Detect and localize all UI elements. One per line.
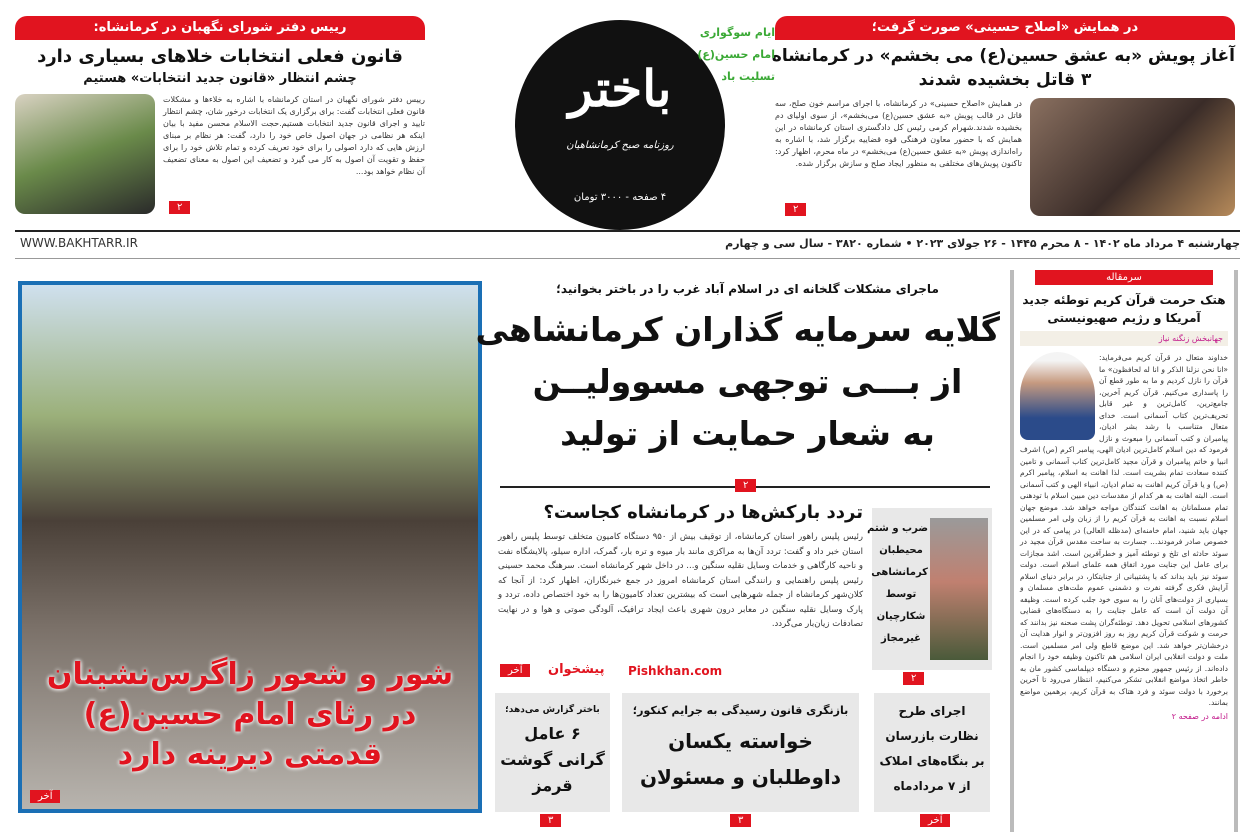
page-badge: آخر	[920, 814, 950, 827]
dateline: چهارشنبه ۴ مرداد ماه ۱۴۰۲ - ۸ محرم ۱۴۴۵ - ۲۶ جولای ۲۰۲۳ • شماره ۳۸۲۰ - سال سی و چهارم	[725, 237, 1240, 250]
mourning-line: امام حسین(ع)	[697, 48, 775, 61]
top-left-subtitle: چشم انتظار «قانون جدید انتخابات» هستیم	[83, 71, 357, 86]
rangers-photo	[930, 518, 988, 660]
top-right-text	[775, 98, 1022, 216]
editorial-label: سرمقاله	[1035, 270, 1213, 285]
watermark-url: Pishkhan.com	[628, 664, 723, 678]
website[interactable]: WWW.BAKHTARR.IR	[20, 236, 138, 250]
headline-line: شور و شعور زاگرس‌نشینان	[46, 657, 454, 692]
top-right-title[interactable]: آغاز پویش «به عشق حسین(ع) می بخشم» در کرمانشاه	[771, 46, 1235, 66]
headline-line: گلایه سرمایه گذاران کرمانشاهی	[475, 310, 1000, 349]
tagline: روزنامه صبح کرمانشاهیان	[566, 140, 674, 151]
headline-line: قرمز	[532, 776, 573, 795]
lead-headline	[475, 304, 1000, 460]
headline-line: از بـــی توجهی مسوولیــن	[532, 362, 963, 401]
page-badge: آخر	[500, 664, 530, 677]
page-badge: ۳	[730, 814, 751, 827]
top-right-photo	[1030, 98, 1235, 216]
top-left-row	[15, 94, 425, 214]
top-left-kicker: رییس دفتر شورای نگهبان در کرمانشاه:	[15, 16, 425, 40]
divider	[15, 258, 1240, 259]
trucks-story[interactable]	[498, 500, 863, 685]
page-badge: ۲	[785, 203, 806, 216]
editorial-title: هتک حرمت قرآن کریم توطئه جدید آمریکا و رژیم صهیونیستی	[1022, 293, 1226, 325]
editorial-author: جهانبخش زنگنه نیاز	[1020, 331, 1228, 346]
box-realestate[interactable]	[874, 693, 990, 812]
page-badge: آخر	[30, 790, 60, 803]
top-right-body: در همایش «اصلاح حسینی» در کرمانشاه، با اجرای مراسم خون صلح، سه قاتل در قالب پویش «به عشق حسین(ع) می‌بخشم»، از سوی اولیای دم بخشیده شدند.شهرام کرمی رئیس کل دادگستری استان کرمانشاه در این همایش که با حضور معاون فرهنگی قوه قضاییه برگزار شد، با اشاره به راه‌اندازی پویش «به عشق حسین(ع) می‌بخشم» در ماه محرم، اظهار کرد: تاکنون پویش‌های مختلفی به منظور ایجاد صلح و سازش برگزار شده.	[775, 99, 1022, 168]
mourning-line: ایام سوگواری	[699, 26, 775, 39]
page-badge: ۲	[903, 672, 924, 685]
rangers-story[interactable]	[867, 508, 992, 670]
top-left-photo	[15, 94, 155, 214]
headline-line: بر بنگاه‌های املاک	[879, 754, 985, 768]
top-left-text	[163, 94, 425, 214]
box-kicker: بازنگری قانون رسیدگی به جرایم کنکور؛	[632, 704, 849, 717]
top-right-kicker: در همایش «اصلاح حسینی» صورت گرفت؛	[775, 16, 1235, 40]
headline-line: ضرب و شتم	[867, 523, 928, 534]
trucks-body: رئیس پلیس راهور استان کرمانشاه، از توقیف بیش از ۹۵۰ دستگاه کامیون متخلف توسط پلیس راهور استان خبر داد و گفت: تردد آن‌ها به مراکزی مانند بار میوه و تره بار، گمرک، اداره سیلو، پالایشگاه نفت و ناحیه کارگاهی و خدمات وسایل نقلیه سنگین و... در داخل شهر کرمانشاه است. سرهنگ محمد حسینی رئیس پلیس راهنمایی و رانندگی استان کرمانشاه امروز در جمع خبرنگاران، اظهار کرد: از آنجا که کلان‌شهر کرمانشاه از جمله شهرهایی است که بیشترین تعداد کامیون‌ها را به خود اختصاص داده، تردد و پارک وسایل نقلیه سنگین در معابر درون شهری باعث ایجاد ترافیک، آلودگی صوتی و هوا و در نهایت تصادفات زیان‌بار می‌گردد.	[498, 532, 863, 629]
headline-line: شکارچیان	[876, 611, 926, 622]
headline-line: قدمتی دیرینه دارد	[117, 737, 383, 772]
lead-kicker: ماجرای مشکلات گلخانه ای در اسلام آباد غرب را در باختر بخوانید؛	[556, 282, 939, 296]
logo: باختر	[568, 59, 672, 118]
editorial-body: خداوند متعال در قرآن کریم می‌فرماید: «انا نحن نزلنا الذکر و انا له لحافظون» ما قرآن را نازل کردیم و ما به طور قطع آن را پاسداری می‌کنیم. قرآن کریم آخرین، جامع‌ترین، کامل‌ترین و غیر قابل تحریف‌ترین کتاب آسمانی است. خدای متعال متناسب با رشد بشر ادیان، پیامبران و کتب آسمانی را مبعوث و نازل فرمود که دین اسلام کامل‌ترین ادیان الهی، پیامبر اکرم (ص) اشرف انبیا و خاتم پیامبران و قرآن مجید کامل‌ترین کتاب آسمانی و تامین کننده سعادت تمام بشریت است. لذا اهانت به اسلام، پیامبر اکرم (ص) و یا قرآن کریم اهانت به تمام ادیان، انبیاء الهی و کتب آسمانی است. البته اهانت به هر کدام از مقدسات دین مبین اسلام با تودهنی تمام مسلمانان به اهانت کنندگان مواجه خواهد شد. موضع جهان اسلام نسبت به اهانت به قرآن کریم را از زبان ولی امر مسلمین جهان باید شنید، امام خامنه‌ای (مدظله العالی) در پیامی که در این خصوص صادر فرمودند... جسارت به ساحت مقدس قرآن مجید در سوئد حادثه ای تلخ و توطئه آمیز و خطرآفرین است. اشد مجازات برای عامل این جنایت مورد اتفاق همه علمای اسلام است. دولت سوئد نیز باید بداند که با پشتیبانی از جنایتکار، در برابر دنیای اسلام آرایش فکری گرفته نفرت و دشمنی عموم ملت‌های مسلمان و بسیاری از دولت‌های آنان را به سوی خود جلب کرده است. وظیفه آن دولت آن است که عامل جنایت را به دستگاه‌های قضایی کشورهای اسلامی تحویل دهد. توطئه‌گران پشت صحنه نیز بدانند که حرمت و شوکت قرآن کریم روز به روز افزون‌تر و انوار هدایت آن درخشان‌تر خواهد شد. این موضع قاطع ولی امر مسلمین است. ملت و دولت انقلابی ایران اسلامی هم تاکنون وظیفه خود را انجام داده‌اند. از رئیس جمهور محترم و دستگاه دیپلماسی کشور مان به خاطر اتخاذ مواضع انقلابی تشکر می‌کنیم، انتظار می‌رود تا آخرین برخورد با دولت سوئد و فرد هتاک به قرآن کریم، برهمین مواضع بمانند.	[1020, 353, 1228, 707]
headline-line: نظارت بازرسان	[885, 729, 979, 743]
top-right-title2[interactable]: ۳ قاتل بخشیده شدند	[918, 70, 1092, 90]
top-right-row	[775, 98, 1235, 216]
headline-line: به شعار حمایت از تولید	[560, 414, 935, 453]
page-badge: ۲	[169, 201, 190, 214]
headline-line: در رثای امام حسین(ع)	[83, 697, 417, 732]
top-left-story	[15, 16, 425, 228]
mourning-note	[690, 22, 775, 88]
masthead	[510, 12, 775, 232]
watermark: پیشخوان	[548, 662, 605, 677]
box-konkur[interactable]	[622, 693, 859, 812]
trucks-title: تردد بارکش‌ها در کرمانشاه کجاست؟	[543, 502, 863, 523]
headline-line: کرمانشاهی	[871, 567, 928, 578]
headline-line: داوطلبان و مسئولان	[639, 765, 842, 789]
top-right-story	[771, 16, 1235, 228]
headline-line: از ۷ مردادماه	[893, 779, 971, 793]
continued-link[interactable]: ادامه در صفحه ۲	[1171, 711, 1228, 721]
headline-line: خواسته یکسان	[668, 729, 813, 753]
rangers-headline	[867, 518, 928, 650]
headline-line: غیرمجاز	[880, 633, 922, 644]
mourning-line: تسلیت باد	[721, 70, 775, 83]
headline-line: توسط	[885, 589, 917, 600]
author-photo	[1020, 352, 1095, 440]
lead-story[interactable]	[475, 280, 1000, 460]
divider	[15, 230, 1240, 232]
price: ۴ صفحه - ۳۰۰۰ تومان	[573, 192, 667, 203]
top-left-body: رییس دفتر شورای نگهبان در استان کرمانشاه با اشاره به خلاءها و مشکلات قانون فعلی انتخابات گفت: برای برگزاری یک انتخابات درخور شان، چشم انتظار تایید و اجرای قانون جدید انتخابات هستیم.حجت الاسلام محسن مفید با بیان اینکه هر نظامی در جهان اصول خاص خود را دارد، گفت: هر نظام بر مبنای ارزش هایی که دارد اصولی را برای خود تعریف کرده و تمام تلاش خود را برای حفظ و تقویت آن اصول به کار می گیرد و تضعیف این اصول به معنای تضعیف آن نظام خواهد بود...	[162, 95, 425, 176]
photo-story[interactable]	[18, 281, 482, 813]
headline-line: محیطبان	[879, 545, 923, 556]
headline-line: گرانی گوشت	[500, 750, 605, 769]
top-left-title[interactable]: قانون فعلی انتخابات خلاهای بسیاری دارد	[37, 46, 403, 67]
page-badge: ۲	[735, 479, 756, 492]
box-meat[interactable]	[495, 693, 610, 812]
headline-line: اجرای طرح	[898, 704, 966, 718]
editorial[interactable]	[1010, 270, 1238, 832]
headline-line: ۶ عامل	[524, 724, 581, 743]
photo-story-headline	[22, 655, 478, 775]
box-kicker: باختر گزارش می‌دهد؛	[505, 705, 600, 715]
page-badge: ۳	[540, 814, 561, 827]
